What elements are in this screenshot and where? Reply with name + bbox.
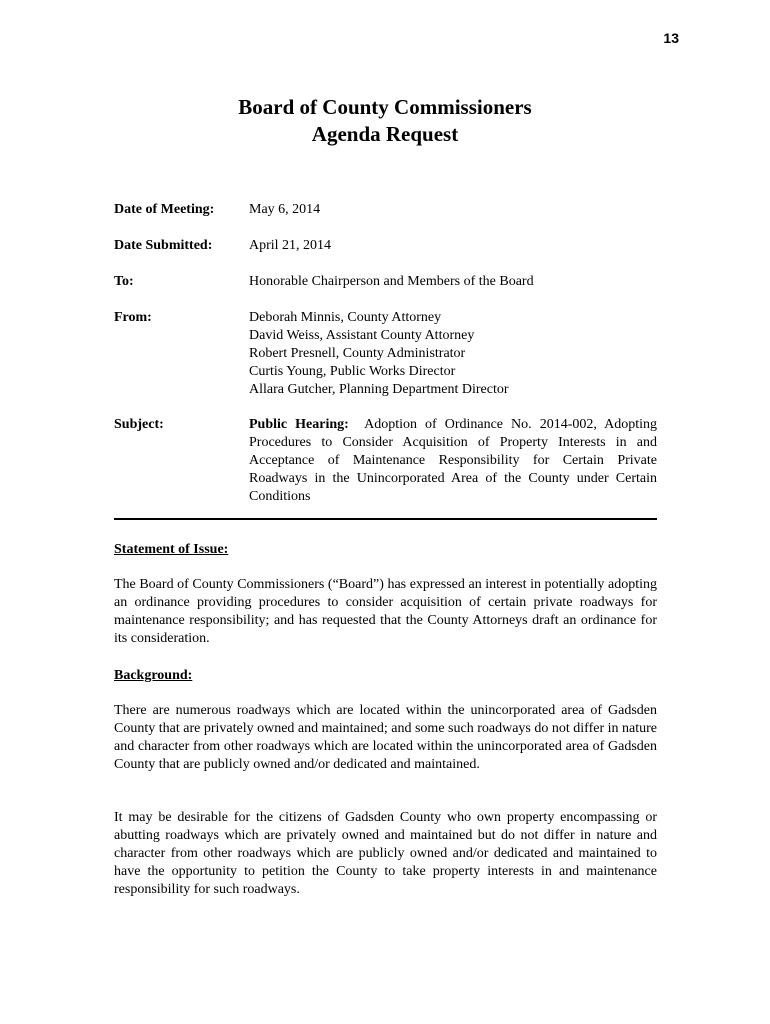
background-paragraph-1: There are numerous roadways which are located within the unincorporated area of Gadsden County that are privately owned and maintained; and some such roadways do not differ in nature and character from other roadways which are located within the unincorporated area of Gadsden County that are publicly owned and/or dedicated and maintained. [114,703,657,772]
from-item: Deborah Minnis, County Attorney [249,310,442,325]
subject-label: Subject: [114,417,164,432]
to-label: To: [114,274,134,289]
document-title [0,94,770,148]
subject-value [249,416,657,506]
date-of-meeting-label: Date of Meeting: [114,202,215,217]
background-paragraph-2: It may be desirable for the citizens of Gadsden County who own property encompassing or abutting roadways which are privately owned and maintained but do not differ in nature and character from other roadways which are publicly owned and/or dedicated and maintained to have the opportunity to petition the County to take property interests in and maintenance responsibility for such roadways. [114,810,657,897]
page-number: 13 [663,30,679,46]
divider-rule [114,518,657,520]
statement-of-issue-heading: Statement of Issue: [114,542,229,557]
from-item: Robert Presnell, County Administrator [249,346,466,361]
subject-lead: Public Hearing: [249,417,349,432]
date-submitted-value: April 21, 2014 [249,238,332,253]
subject-text: Adoption of Ordinance No. 2014-002, Adopting Procedures to Consider Acquisition of Property Interests in and Acceptance of Maintenance Responsibility for Certain Private Roadways in the Unincorporated Area of the County under Certain Conditions [249,417,658,504]
from-label: From: [114,310,152,325]
from-list [249,309,657,399]
from-item: David Weiss, Assistant County Attorney [249,328,475,343]
date-of-meeting-value: May 6, 2014 [249,202,321,217]
from-item: Allara Gutcher, Planning Department Director [249,382,509,397]
to-value: Honorable Chairperson and Members of the Board [249,274,534,289]
from-item: Curtis Young, Public Works Director [249,364,456,379]
title-line-2: Agenda Request [311,122,459,146]
statement-of-issue-paragraph: The Board of County Commissioners (“Board”) has expressed an interest in potentially adopting an ordinance providing procedures to consider acquisition of certain private roadways for maintenance responsibility; and has requested that the County Attorneys draft an ordinance for its consideration. [114,577,657,646]
title-line-1: Board of County Commissioners [238,95,532,119]
date-submitted-label: Date Submitted: [114,238,213,253]
background-heading: Background: [114,668,193,683]
